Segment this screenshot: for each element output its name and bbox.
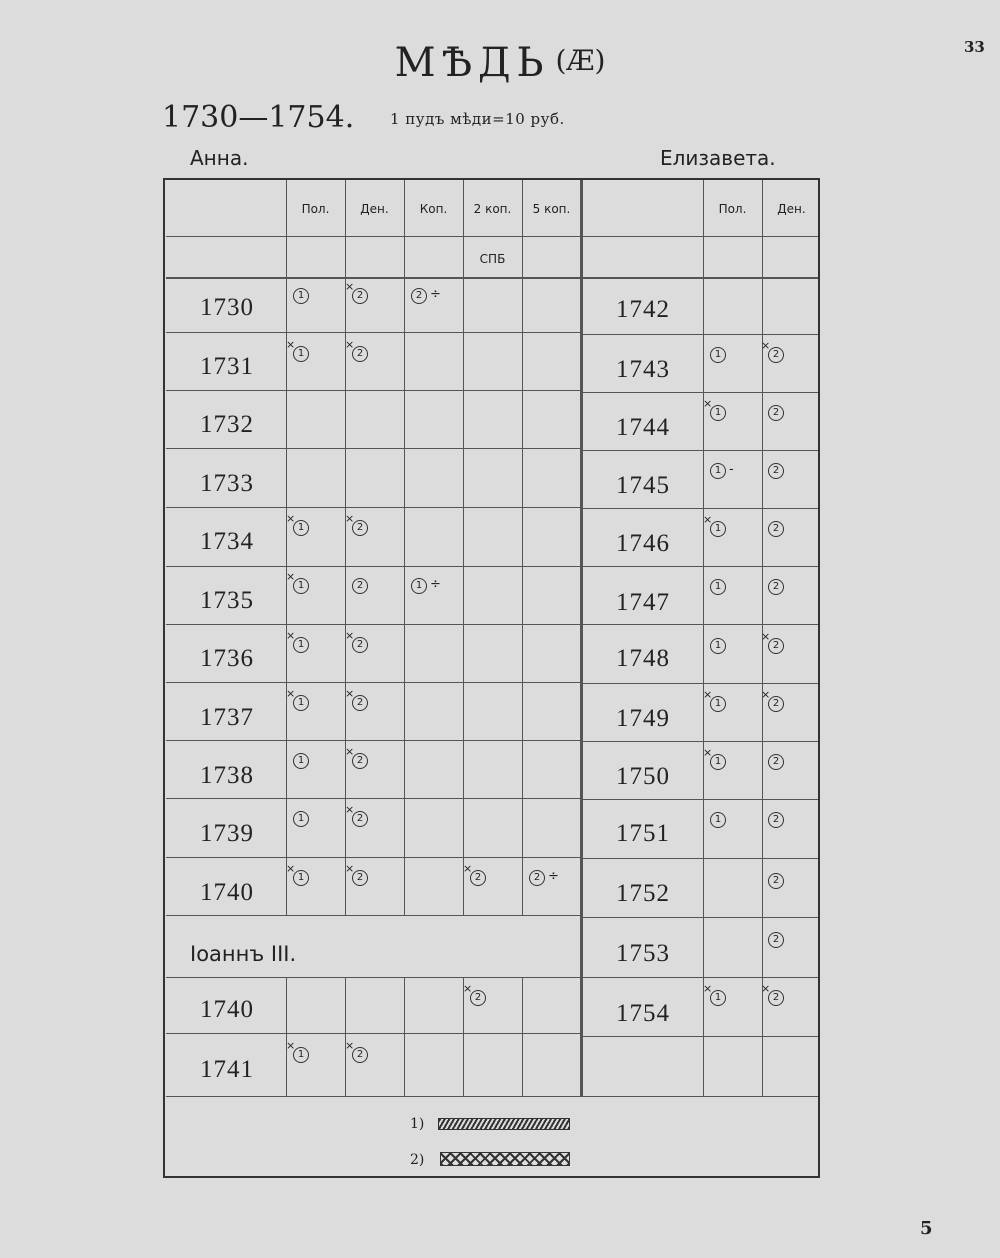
column-rule [345,978,346,1096]
row-rule [583,566,818,567]
page-title: МѢДЬ (Æ) [394,40,606,86]
column-rule [522,978,523,1096]
coin-mark-icon: × 1 [710,695,726,712]
coin-mark-icon: 2 ÷ [411,287,441,304]
column-header: 2 коп. [473,202,512,216]
row-rule [166,332,580,333]
header-rule [166,236,818,237]
legend-rule [166,1096,818,1097]
column-rule [703,180,704,1096]
row-rule [166,566,580,567]
coin-mark-icon: 1 [710,811,726,828]
coin-mark-icon: × 2 [768,989,784,1006]
year-cell: 1753 [616,940,670,967]
ruler-elizaveta: Елизавета. [660,146,776,170]
coin-mark-icon: × 2 [352,345,368,362]
coin-mark-icon: × 2 [470,989,486,1006]
coin-mark-icon: 2 [768,404,784,421]
year-cell: 1742 [616,296,670,323]
coin-mark-icon: × 1 [710,989,726,1006]
row-rule [166,740,580,741]
column-header: Пол. [301,202,330,216]
row-rule [583,858,818,859]
coin-mark-icon: × 1 [293,636,309,653]
row-rule [583,334,818,335]
coin-mark-icon: 2 [768,520,784,537]
row-rule [583,1036,818,1037]
row-rule [583,741,818,742]
year-cell: 1754 [616,1000,670,1027]
coin-mark-icon: × 2 [352,752,368,769]
coin-mark-icon: 1 ÷ [411,577,441,594]
coin-mark-icon: 2 [768,872,784,889]
period-range: 1730—1754. [162,100,355,135]
coin-mark-icon: 1 [710,346,726,363]
coin-mark-icon: × 2 [768,637,784,654]
coin-mark-icon: × 2 [470,869,486,886]
year-cell: 1748 [616,645,670,672]
coin-table [163,178,820,1178]
row-rule [166,1033,580,1034]
row-rule [166,390,580,391]
coin-mark-icon: 2 [352,577,368,594]
coin-mark-icon: × 2 [768,695,784,712]
coin-mark-icon: × 1 [293,345,309,362]
year-cell: 1739 [200,820,254,847]
coin-mark-icon: × 1 [710,404,726,421]
column-header: 5 коп. [532,202,571,216]
year-cell: 1732 [200,411,254,438]
page-number: 33 [964,38,985,56]
row-rule [583,624,818,625]
coin-mark-icon: × 2 [352,519,368,536]
year-cell: 1733 [200,470,254,497]
coin-mark-icon: 2 [768,462,784,479]
column-rule [463,978,464,1096]
coin-mark-icon: × 2 [352,869,368,886]
legend-number-2: 2) [410,1152,425,1168]
year-cell: 1751 [616,820,670,847]
column-header: Коп. [419,202,448,216]
ruler-ioann: Іоаннъ III. [190,942,297,966]
coin-mark-icon: × 2 [352,1046,368,1063]
exchange-rate: 1 пудъ мѣди=10 руб. [390,110,565,128]
year-cell: 1736 [200,645,254,672]
year-cell: 1740 [200,996,254,1023]
year-cell: 1750 [616,763,670,790]
coin-mark-icon: × 2 [768,346,784,363]
year-cell: 1745 [616,472,670,499]
coin-mark-icon: 1 [710,578,726,595]
coin-mark-icon: 2 [768,811,784,828]
year-cell: 1737 [200,704,254,731]
column-rule [286,978,287,1096]
row-rule [166,507,580,508]
coin-mark-icon: 1 [293,810,309,827]
coin-mark-icon: 2 ÷ [529,869,559,886]
coin-mark-icon: 1 [293,752,309,769]
row-rule [583,683,818,684]
coin-mark-icon: × 2 [352,636,368,653]
coin-mark-icon: 1 - [710,462,734,479]
coin-mark-icon: × 1 [710,753,726,770]
divider-rule [580,180,583,1096]
year-cell: 1740 [200,879,254,906]
coin-mark-icon: × 2 [352,694,368,711]
coin-mark-icon: 2 [768,753,784,770]
year-cell: 1734 [200,528,254,555]
year-cell: 1752 [616,880,670,907]
row-rule [583,508,818,509]
coin-mark-icon: × 1 [293,577,309,594]
header-bottom-rule [166,277,818,279]
coin-mark-icon: × 1 [710,520,726,537]
column-rule [286,180,287,916]
year-cell: 1746 [616,530,670,557]
row-rule [166,682,580,683]
column-rule [404,180,405,916]
year-cell: 1735 [200,587,254,614]
column-header: Ден. [777,202,806,216]
year-cell: 1738 [200,762,254,789]
row-rule [166,857,580,858]
footer-number: 5 [920,1218,933,1239]
coin-mark-icon: 1 [710,637,726,654]
row-rule [583,799,818,800]
column-header: Ден. [360,202,389,216]
coin-mark-icon: × 2 [352,810,368,827]
column-header: Пол. [718,202,747,216]
hatched-bar-icon [438,1118,570,1130]
coin-mark-icon: × 1 [293,694,309,711]
row-rule [583,977,818,978]
row-rule [166,798,580,799]
coin-mark-icon: 2 [768,578,784,595]
row-rule [166,624,580,625]
coin-mark-icon: × 1 [293,519,309,536]
row-rule [166,977,580,978]
legend-number-1: 1) [410,1116,425,1132]
row-rule [583,917,818,918]
column-rule [404,978,405,1096]
coin-mark-icon: 2 [768,931,784,948]
column-rule [522,180,523,916]
row-rule [166,448,580,449]
coin-mark-icon: × 1 [293,869,309,886]
year-cell: 1744 [616,414,670,441]
mint-label: СПБ [479,252,506,266]
row-rule [583,450,818,451]
row-rule [166,915,580,916]
row-rule [583,392,818,393]
lattice-bar-icon [440,1152,570,1166]
column-rule [463,180,464,916]
coin-mark-icon: 1 [293,287,309,304]
coin-mark-icon: × 2 [352,287,368,304]
year-cell: 1741 [200,1056,254,1083]
year-cell: 1743 [616,356,670,383]
coin-mark-icon: × 1 [293,1046,309,1063]
ruler-anna: Анна. [190,146,249,170]
year-cell: 1749 [616,705,670,732]
year-cell: 1747 [616,589,670,616]
year-cell: 1730 [200,294,254,321]
year-cell: 1731 [200,353,254,380]
